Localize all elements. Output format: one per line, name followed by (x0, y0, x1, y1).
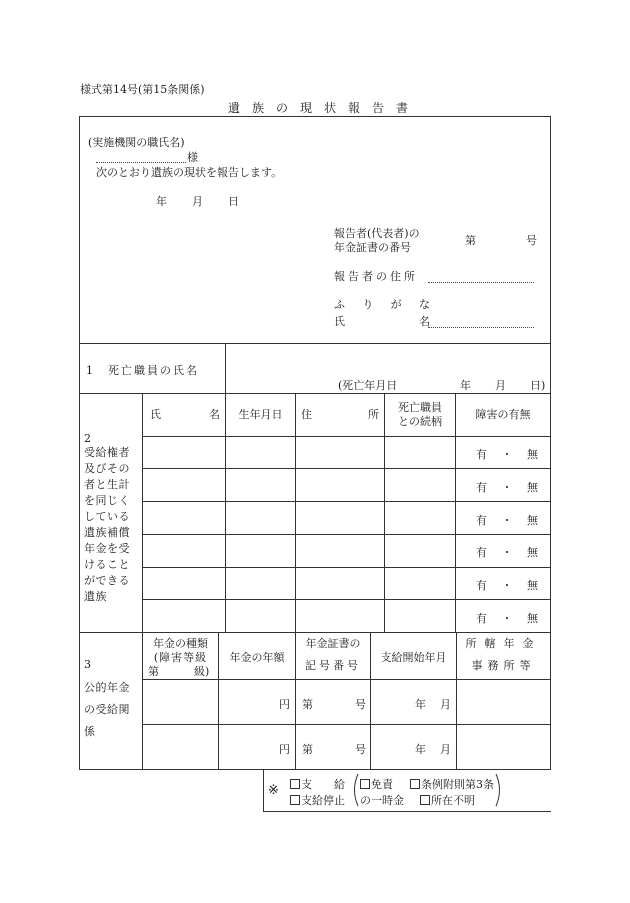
sec2-number: 2 (84, 432, 91, 445)
furigana-label: ふ り が な (334, 298, 430, 311)
death-day: 日) (530, 379, 546, 392)
option-exempt[interactable]: 免責 (360, 776, 393, 792)
right-paren-icon (494, 773, 504, 807)
pension-row-0-month: 月 (440, 698, 451, 711)
sec2-col-divider-relation (455, 393, 456, 632)
date-month: 月 (192, 195, 203, 208)
sec3-top-line (79, 632, 551, 633)
pension-row-0-year: 年 (415, 698, 426, 711)
col-header-name: 氏 名 (150, 408, 220, 421)
date-year: 年 (156, 195, 167, 208)
disability-row-2[interactable]: 有 ・ 無 (476, 514, 538, 527)
option-unknown[interactable]: 所在不明 (420, 792, 475, 808)
document-title: 遺 族 の 現 状 報 告 書 (228, 101, 409, 115)
death-date-label: (死亡年月日 (338, 379, 398, 392)
cert-go: 号 (526, 234, 537, 247)
option-supplementary[interactable]: 条例附則第3条 (410, 776, 494, 792)
col-header-cert-1: 年金証書の (305, 637, 361, 650)
disability-row-4[interactable]: 有 ・ 無 (476, 579, 538, 592)
sec2-row-line-1 (142, 468, 551, 469)
reporter-cert-label-2: 年金証書の番号 (334, 241, 411, 254)
disability-row-5[interactable]: 有 ・ 無 (476, 612, 538, 625)
col-header-relation-1: 死亡職員 (398, 401, 442, 414)
death-year: 年 (460, 379, 471, 392)
disability-row-3[interactable]: 有 ・ 無 (476, 546, 538, 559)
sec2-top-line (79, 393, 551, 394)
frame-bottom (79, 769, 551, 770)
frame-left (79, 116, 80, 769)
footer-mark: ※ (268, 783, 279, 798)
col-header-kind-1: 年金の種類 (153, 637, 208, 650)
pension-row-1-year: 年 (415, 743, 426, 756)
name-label: 氏 名 (334, 315, 430, 328)
sec1-label: 1 死亡職員の氏名 (86, 364, 199, 377)
sec1-top-line (79, 343, 551, 344)
pension-row-0-dai: 第 (302, 698, 313, 711)
col-header-address: 住 所 (301, 408, 379, 421)
col-header-start: 支給開始年月 (380, 651, 447, 664)
pension-row-0-yen: 円 (279, 698, 290, 711)
sec2-col-divider-label (142, 393, 143, 632)
disability-row-0[interactable]: 有 ・ 無 (476, 448, 538, 461)
col-header-cert-2: 記号番号 (305, 659, 361, 672)
disability-row-1[interactable]: 有 ・ 無 (476, 481, 538, 494)
sec1-divider (225, 343, 226, 393)
sec2-row-line-3 (142, 534, 551, 535)
pension-row-1-yen: 円 (279, 743, 290, 756)
checkbox-icon (290, 779, 300, 789)
pension-row-1-month: 月 (440, 743, 451, 756)
col-header-kind-3a: 第 (148, 665, 159, 678)
reporter-address-field[interactable] (428, 282, 534, 283)
footer-box-bottom (263, 811, 551, 812)
col-header-disability: 障害の有無 (475, 408, 531, 421)
sec2-col-divider-birth (295, 393, 296, 632)
checkbox-icon (420, 795, 430, 805)
reporter-name-field[interactable] (428, 327, 534, 328)
sec2-row-line-5 (142, 599, 551, 600)
sec2-row-line-4 (142, 567, 551, 568)
reporter-cert-label-1: 報告者(代表者)の (334, 227, 420, 240)
col-header-birth: 生年月日 (238, 408, 283, 421)
col-header-relation-2: との続柄 (398, 415, 442, 428)
option-stop[interactable]: 支給停止 (290, 792, 345, 808)
pension-row-1-go: 号 (355, 743, 366, 756)
sec2-label: 受給権者 及びその 者と生計 を同じく している 遺族補償 年金を受 けること ができる 遺族 (84, 446, 130, 603)
checkbox-icon (290, 795, 300, 805)
col-header-kind-2: (障害等級 (153, 651, 208, 664)
addressee-name-field[interactable] (96, 162, 186, 163)
reporter-address-label: 報告者の住所 (334, 270, 418, 283)
date-day: 日 (228, 195, 239, 208)
col-header-amount: 年金の年額 (229, 651, 285, 664)
addressee-honorific: 様 (187, 151, 198, 164)
col-header-kind-3b: 級) (194, 665, 210, 678)
cert-dai: 第 (465, 234, 476, 247)
intro-text: 次のとおり遺族の現状を報告します。 (96, 166, 283, 179)
sec2-row-line-2 (142, 501, 551, 502)
checkbox-icon (360, 779, 370, 789)
sec2-col-divider-name (225, 393, 226, 632)
sec3-number: 3 (84, 658, 91, 671)
sec3-row-line-0 (142, 679, 551, 680)
pension-row-0-go: 号 (355, 698, 366, 711)
option-pay[interactable]: 支 給 (290, 776, 345, 792)
form-number: 様式第14号(第15条関係) (80, 83, 205, 96)
frame-top (79, 116, 551, 117)
left-paren-icon (350, 773, 360, 807)
sec2-row-line-0 (142, 436, 551, 437)
col-header-office-1: 所轄年金 (465, 637, 542, 650)
sec3-row-line-1 (142, 724, 551, 725)
sec3-label: 公的年金 の受給関 係 (84, 681, 130, 738)
checkbox-icon (410, 779, 420, 789)
sec3-col-divider-amount (295, 632, 296, 769)
col-header-office-2: 事務所等 (471, 659, 536, 672)
addressee-label: (実施機関の職氏名) (88, 136, 185, 149)
lump-sum-text: の一時金 (360, 794, 404, 807)
sec3-col-divider-start (456, 632, 457, 769)
death-month: 月 (495, 379, 506, 392)
footer-box-left (263, 769, 264, 811)
frame-right (550, 116, 551, 769)
pension-row-1-dai: 第 (302, 743, 313, 756)
